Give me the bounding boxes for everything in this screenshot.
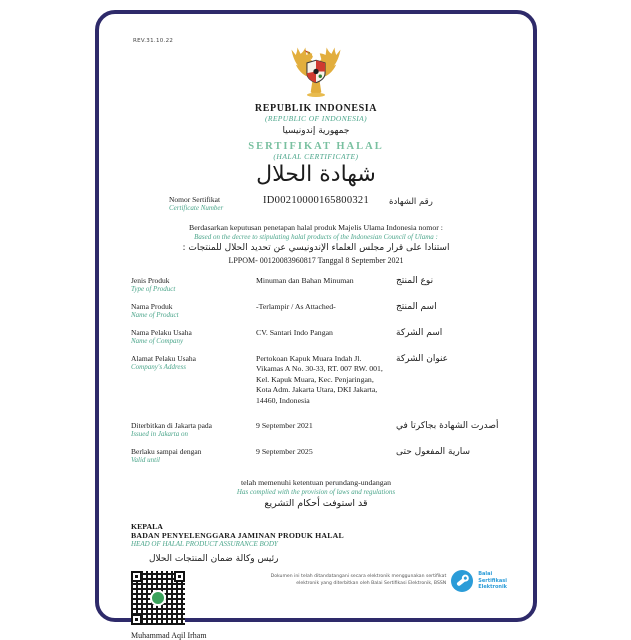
certificate-number-label: Nomor Sertifikat bbox=[169, 195, 221, 205]
certificate-number-value: ID00210000165800321 bbox=[263, 195, 370, 207]
field-value: 9 September 2025 bbox=[256, 446, 313, 456]
field-row-valid-until bbox=[131, 447, 501, 464]
qr-code-signature bbox=[131, 571, 185, 625]
field-label-english: Company's Address bbox=[131, 362, 186, 371]
key-icon bbox=[456, 575, 469, 586]
field-label: Diterbitkan di Jakarta pada bbox=[131, 420, 213, 430]
field-value: -Terlampir / As Attached- bbox=[256, 301, 336, 311]
compliance-text-english: Has complied with the provision of laws and regulations bbox=[236, 487, 396, 496]
compliance-text-arabic: قد استوفت أحكام التشريع bbox=[264, 497, 368, 509]
field-row-company-address bbox=[131, 354, 501, 407]
decree-reference-number: LPPOM- 00120083960817 Tanggal 8 September 2021 bbox=[228, 255, 404, 265]
electronic-signature-footer bbox=[271, 570, 507, 592]
field-label-english: Issued in Jakarta on bbox=[131, 429, 188, 438]
halal-logo-in-qr bbox=[150, 590, 166, 606]
decree-statement bbox=[131, 223, 501, 266]
disclaimer-line-1: Dokumen ini telah ditandatangani secara elektronik menggunakan sertifikat bbox=[270, 574, 447, 580]
bsre-label-line-1: Balai bbox=[478, 570, 493, 577]
field-label-arabic: سارية المفعول حتى bbox=[396, 446, 470, 457]
certificate-title-arabic: شهادة الحلال bbox=[256, 162, 376, 187]
compliance-statement bbox=[131, 478, 501, 511]
country-name: REPUBLIK INDONESIA bbox=[254, 103, 378, 114]
field-label-english: Name of Product bbox=[131, 310, 179, 319]
revision-label: REV.31.10.22 bbox=[133, 38, 174, 44]
field-label: Jenis Produk bbox=[131, 275, 170, 285]
country-name-arabic: جمهورية إندونيسيا bbox=[282, 126, 350, 136]
field-value: 9 September 2021 bbox=[256, 420, 313, 430]
certificate-title-english: (HALAL CERTIFICATE) bbox=[273, 152, 359, 161]
country-name-english: (REPUBLIC OF INDONESIA) bbox=[264, 114, 368, 123]
certificate-title: SERTIFIKAT HALAL bbox=[248, 141, 384, 152]
qr-finder-top-right bbox=[174, 571, 185, 582]
halal-certificate bbox=[95, 10, 537, 640]
signatory-title-kepala: KEPALA bbox=[131, 522, 163, 532]
field-label-english: Name of Company bbox=[131, 336, 184, 345]
signatory-name: Muhammad Aqil Irham bbox=[131, 631, 207, 640]
field-label-arabic: نوع المنتج bbox=[396, 275, 434, 286]
field-label-english: Valid until bbox=[131, 455, 160, 464]
signatory-title-english: HEAD OF HALAL PRODUCT ASSURANCE BODY bbox=[131, 540, 278, 549]
compliance-text-indonesian: telah memenuhi ketentuan perundang-undangan bbox=[240, 477, 392, 487]
qr-finder-top-left bbox=[131, 571, 142, 582]
field-label: Nama Produk bbox=[131, 301, 173, 311]
field-row-issued-date bbox=[131, 421, 501, 438]
field-value: Minuman dan Bahan Minuman bbox=[256, 275, 354, 285]
signatory-title-agency: BADAN PENYELENGGARA JAMINAN PRODUK HALAL bbox=[131, 531, 344, 541]
field-label-arabic: عنوان الشركة bbox=[396, 353, 449, 364]
decree-text-english: Based on the decree to stipulating halal products of the Indonesian Council of Ulama : bbox=[194, 232, 438, 241]
bsre-label-line-2: Sertifikasi bbox=[478, 577, 507, 584]
field-label-arabic: أصدرت الشهادة بجاكرتا في bbox=[396, 420, 499, 431]
field-row-product-type bbox=[131, 276, 501, 293]
certificate-number-row bbox=[131, 195, 501, 212]
field-value: CV. Santari Indo Pangan bbox=[256, 327, 333, 337]
decree-text-arabic: استنادا على قرار مجلس العلماء الإندونيسي عن تحديد الحلال للمنتجات : bbox=[182, 242, 450, 253]
field-label: Berlaku sampai dengan bbox=[131, 446, 202, 456]
bsre-logo-icon bbox=[451, 570, 473, 592]
field-value: Pertokoan Kapuk Muara Indah Jl. Vikamas A No. 30-33, RT. 007 RW. 001, Kel. Kapuk Muara, Kec. Penjaringan, Kota Adm. Jakarta Utara, DKI Jakarta, 14460, Indonesia bbox=[256, 353, 383, 405]
certificate-fields bbox=[131, 276, 501, 464]
signatory-title-arabic: رئيس وكالة ضمان المنتجات الحلال bbox=[149, 554, 279, 565]
field-label-arabic: اسم المنتج bbox=[396, 301, 437, 312]
field-row-company-name bbox=[131, 328, 501, 345]
field-label-english: Type of Product bbox=[131, 284, 176, 293]
qr-finder-bottom-left bbox=[131, 614, 142, 625]
certificate-number-label-english: Certificate Number bbox=[169, 204, 224, 213]
field-label: Alamat Pelaku Usaha bbox=[131, 353, 196, 363]
field-label: Nama Pelaku Usaha bbox=[131, 327, 192, 337]
bsre-label-line-3: Elektronik bbox=[478, 584, 507, 591]
garuda-pancasila-emblem bbox=[283, 44, 349, 100]
field-row-product-name bbox=[131, 302, 501, 319]
disclaimer-line-2: elektronik yang diterbitkan oleh Balai Sertifikasi Elektronik, BSSN bbox=[296, 581, 447, 586]
certificate-number-label-arabic: رقم الشهادة bbox=[389, 197, 433, 208]
field-label-arabic: اسم الشركة bbox=[396, 327, 443, 338]
decree-text-indonesian: Berdasarkan keputusan penetapan halal produk Majelis Ulama Indonesia nomor : bbox=[189, 223, 443, 233]
